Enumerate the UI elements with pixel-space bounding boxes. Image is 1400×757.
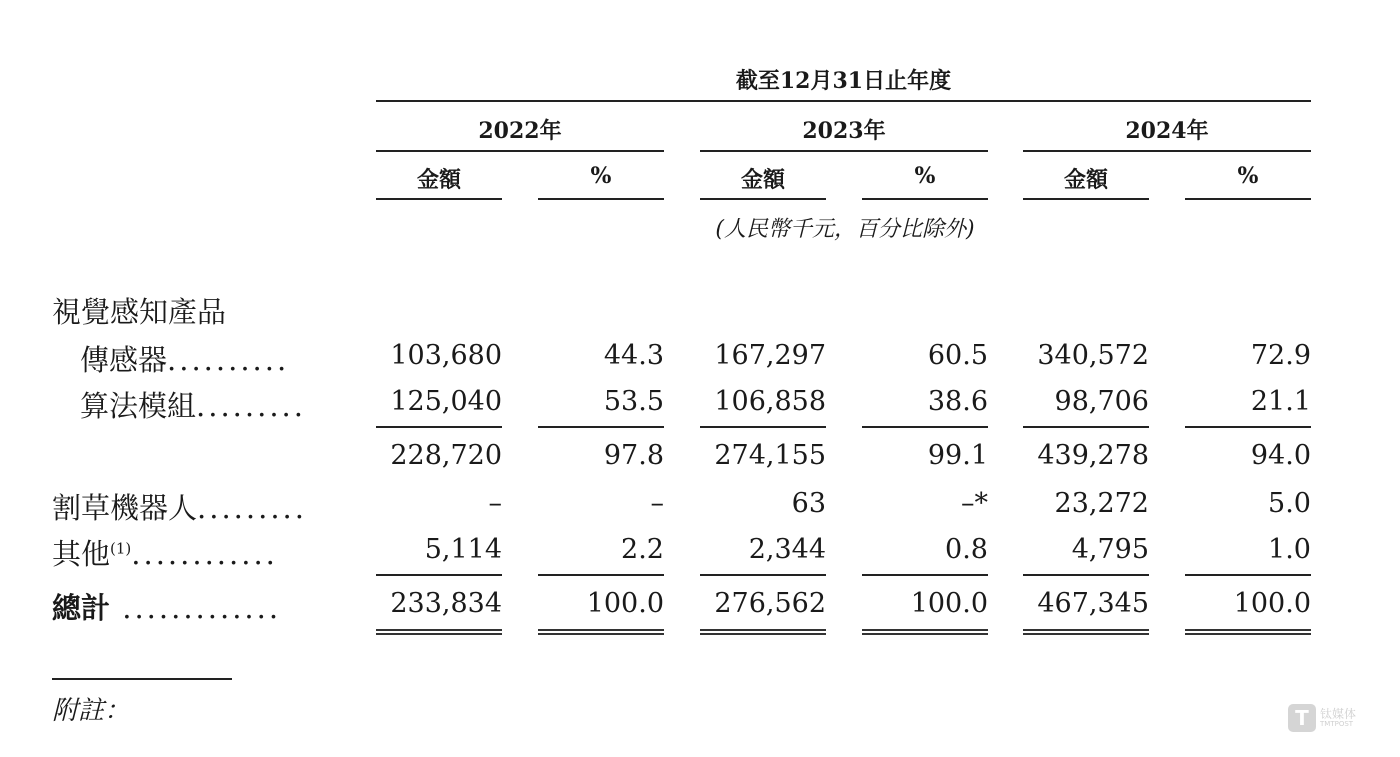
footnote-title: 附註： — [52, 696, 131, 726]
row-label: 算法模組......... — [80, 389, 306, 423]
section-title-visual: 視覺感知產品 — [52, 295, 227, 329]
cell-value: 167,297 — [714, 340, 826, 371]
total-rule — [700, 574, 826, 576]
unit-note: (人民幣千元，百分比除外) — [715, 217, 975, 242]
total-label: 總計 ............. — [52, 591, 282, 625]
cell-value: 44.3 — [603, 340, 664, 371]
total-value: 467,345 — [1037, 588, 1149, 619]
cell-value: 0.8 — [945, 534, 988, 565]
cell-value: 21.1 — [1250, 386, 1311, 417]
t-logo-icon: T — [1288, 704, 1316, 732]
total-double-rule — [1023, 629, 1149, 635]
cell-value: 2.2 — [621, 534, 664, 565]
footnote-ref: (1) — [110, 539, 132, 558]
subtotal-rule — [700, 426, 826, 428]
total-double-rule — [1185, 629, 1311, 635]
row-label: 割草機器人......... — [52, 491, 307, 525]
row-label: 其他$^{(1)}$............ — [52, 537, 278, 571]
subtotal-rule — [1185, 426, 1311, 428]
period-underline — [376, 100, 1311, 102]
subtotal-rule — [538, 426, 664, 428]
percent-header-2022: % — [590, 163, 612, 189]
footnote-separator — [52, 678, 232, 680]
col-underline — [1185, 198, 1311, 200]
cell-value: – — [488, 488, 502, 519]
year-2023-underline — [700, 150, 988, 152]
cell-value: 106,858 — [714, 386, 826, 417]
subtotal-rule — [376, 426, 502, 428]
cell-value: 38.6 — [927, 386, 988, 417]
cell-value: 103,680 — [390, 340, 502, 371]
total-double-rule — [538, 629, 664, 635]
col-underline — [376, 198, 502, 200]
subtotal-value: 94.0 — [1250, 440, 1311, 471]
cell-value: 63 — [791, 488, 826, 519]
year-2023-header: 2023年 — [802, 118, 886, 144]
cell-value: 340,572 — [1037, 340, 1149, 371]
subtotal-value: 99.1 — [927, 440, 988, 471]
period-header: 截至12月31日止年度 — [735, 68, 952, 94]
percent-header-2024: % — [1237, 163, 1259, 189]
total-value: 100.0 — [1233, 588, 1311, 619]
watermark-subtext: TMTPOST — [1320, 720, 1354, 728]
col-underline — [700, 198, 826, 200]
total-rule — [376, 574, 502, 576]
watermark-text: 钛媒体 — [1320, 707, 1357, 721]
amount-header-2023: 金額 — [740, 167, 785, 193]
cell-value: 2,344 — [748, 534, 826, 565]
cell-value: 53.5 — [603, 386, 664, 417]
total-value: 100.0 — [586, 588, 664, 619]
subtotal-value: 228,720 — [390, 440, 502, 471]
cell-value: 98,706 — [1054, 386, 1149, 417]
col-underline — [538, 198, 664, 200]
cell-value: –* — [961, 488, 988, 519]
col-underline — [862, 198, 988, 200]
year-2022-header: 2022年 — [478, 118, 562, 144]
col-underline — [1023, 198, 1149, 200]
cell-value: 72.9 — [1250, 340, 1311, 371]
cell-value: 125,040 — [390, 386, 502, 417]
cell-value: 1.0 — [1268, 534, 1311, 565]
watermark — [1288, 704, 1368, 734]
cell-value: 60.5 — [927, 340, 988, 371]
total-value: 100.0 — [910, 588, 988, 619]
subtotal-rule — [862, 426, 988, 428]
total-rule — [538, 574, 664, 576]
cell-value: 23,272 — [1054, 488, 1149, 519]
subtotal-value: 97.8 — [603, 440, 664, 471]
row-label: 傳感器.......... — [80, 343, 290, 377]
subtotal-rule — [1023, 426, 1149, 428]
percent-header-2023: % — [914, 163, 936, 189]
total-double-rule — [862, 629, 988, 635]
cell-value: 5.0 — [1268, 488, 1311, 519]
subtotal-value: 439,278 — [1037, 440, 1149, 471]
total-double-rule — [700, 629, 826, 635]
total-rule — [1023, 574, 1149, 576]
total-rule — [1185, 574, 1311, 576]
total-value: 276,562 — [714, 588, 826, 619]
total-value: 233,834 — [390, 588, 502, 619]
subtotal-value: 274,155 — [714, 440, 826, 471]
total-rule — [862, 574, 988, 576]
year-2024-underline — [1023, 150, 1311, 152]
cell-value: 4,795 — [1071, 534, 1149, 565]
total-double-rule — [376, 629, 502, 635]
amount-header-2022: 金額 — [416, 167, 461, 193]
year-2022-underline — [376, 150, 664, 152]
cell-value: – — [650, 488, 664, 519]
year-2024-header: 2024年 — [1125, 118, 1209, 144]
cell-value: 5,114 — [424, 534, 502, 565]
amount-header-2024: 金額 — [1063, 167, 1108, 193]
